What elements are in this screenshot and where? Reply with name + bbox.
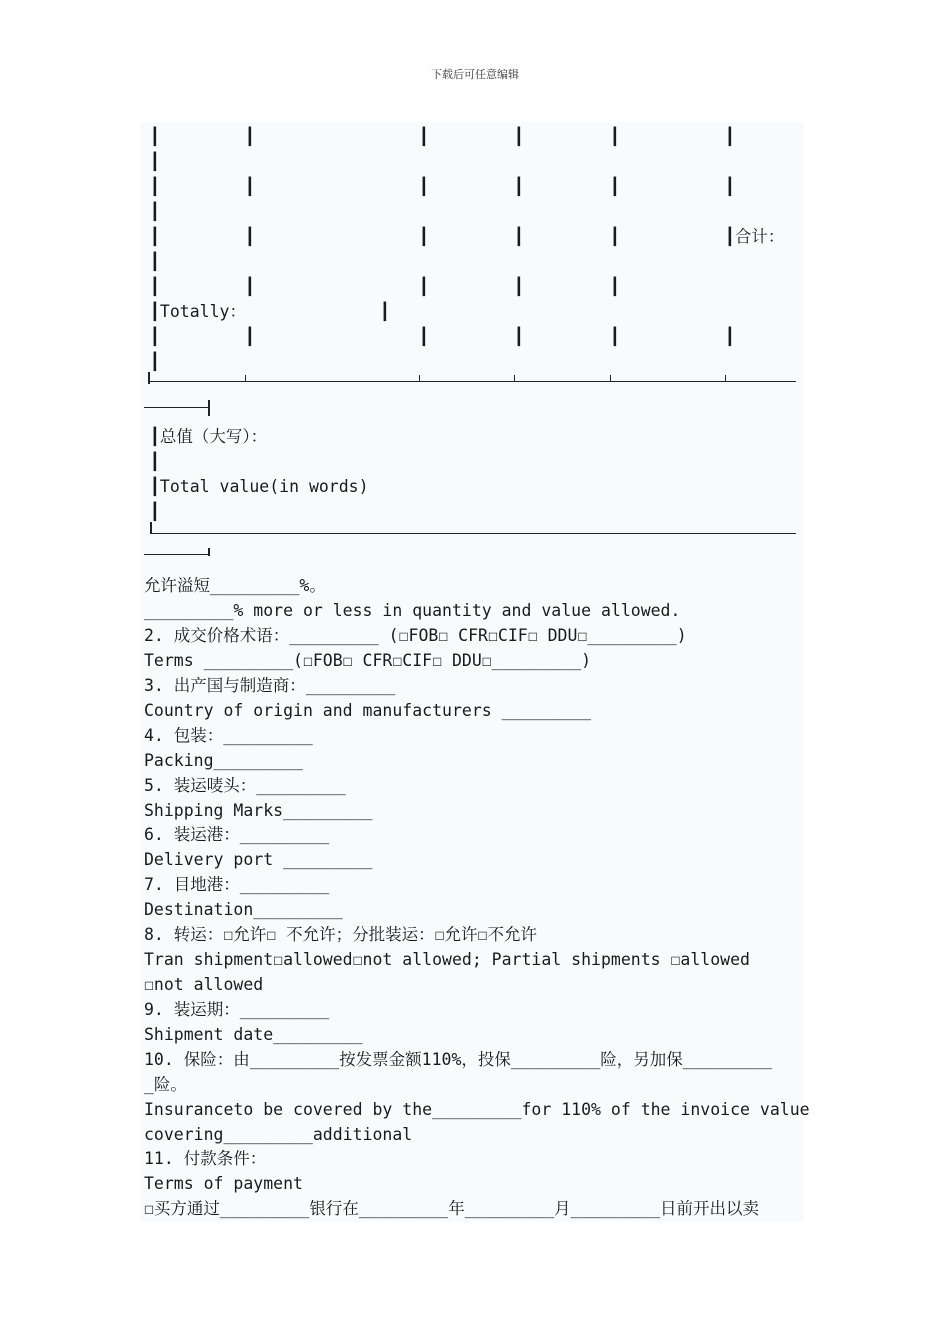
clause-line: 3. 出产国与制造商：_________ [144,676,396,695]
table-rule: ┃ [610,177,620,196]
table-rule: ┃ [245,277,255,296]
table-rule: ┃ [725,327,735,346]
table-separator [148,372,796,384]
table-rule: ┃ [419,277,429,296]
table-rule: ┃ [245,227,255,246]
table-rule: ┃ [150,177,160,196]
table-rule: ┃ [150,152,160,171]
clause-line: 4. 包装：_________ [144,726,313,745]
clause-line: 9. 装运期：_________ [144,1000,330,1019]
table-rule: ┃ [150,227,160,246]
clause-line: covering_________additional [144,1125,413,1144]
clause-line: 11. 付款条件： [144,1149,267,1168]
table-rule: ┃ [725,177,735,196]
clause-line: Shipment date_________ [144,1025,363,1044]
table-rule: ┃ [514,177,524,196]
table-rule: ┃ [150,252,160,271]
table-rule: ┃ [150,452,160,471]
table-rule: ┃ [514,127,524,146]
table-rule: ┃ [514,327,524,346]
table-rule: ┃ [419,177,429,196]
table-rule: ┃ [419,227,429,246]
table-rule: ┃ [150,502,160,521]
clause-line: Shipping Marks_________ [144,801,373,820]
clause-line: Packing_________ [144,751,303,770]
table-bottom-border [150,522,796,536]
table-rule: ┃ [419,127,429,146]
clause-line: 10. 保险：由_________按发票金额110%，投保_________险，另加保_________ [144,1050,773,1069]
table-rule: ┃ [150,127,160,146]
clause-line: ☐not allowed [144,975,264,994]
clause-line: Delivery port _________ [144,850,373,869]
table-rule: ┃ [610,277,620,296]
table-bottom-border-end [144,548,212,562]
clause-line: _险。 [144,1075,187,1094]
clause-line: 2. 成交价格术语：_________ (☐FOB☐ CFR☐CIF☐ DDU☐_________) [144,626,687,645]
clause-line: 允许溢短_________%。 [144,576,326,595]
table-rule: ┃ [150,327,160,346]
clause-line: _________% more or less in quantity and value allowed. [144,601,681,620]
clause-line: Country of origin and manufacturers _________ [144,701,592,720]
clause-line: ☐买方通过_________银行在_________年_________月_________日前开出以卖 [144,1199,760,1218]
table-rule: ┃ [514,277,524,296]
table-rule: ┃ [610,127,620,146]
table-rule: ┃ [610,327,620,346]
download-note: 下载后可任意编辑 [431,68,519,81]
clause-line: 7. 目地港：_________ [144,875,330,894]
table-rule: ┃ [610,227,620,246]
clause-line: 5. 装运唛头：_________ [144,776,346,795]
clause-line: Insuranceto be covered by the_________for 110% of the invoice value [144,1100,810,1119]
total-value-en: ┃Total value(in words) [150,477,369,496]
total-label-en: ┃Totally： [150,302,246,321]
table-rule: ┃ [245,127,255,146]
total-label-cn: ┃合计： [725,227,785,246]
table-rule: ┃ [419,327,429,346]
table-rule: ┃ [380,302,390,321]
clause-line: Terms of payment [144,1174,303,1193]
table-rule: ┃ [514,227,524,246]
table-rule: ┃ [150,202,160,221]
total-value-cn: ┃总值（大写）： [150,427,268,446]
table-rule: ┃ [245,327,255,346]
clause-line: Terms _________(☐FOB☐ CFR☐CIF☐ DDU☐_________) [144,651,592,670]
clause-line: 8. 转运：☐允许☐ 不允许；分批装运：☐允许☐不允许 [144,925,537,944]
clause-line: 6. 装运港：_________ [144,825,330,844]
clause-line: Tran shipment☐allowed☐not allowed; Partial shipments ☐allowed [144,950,750,969]
table-rule: ┃ [150,277,160,296]
clause-line: Destination_________ [144,900,343,919]
table-rule: ┃ [150,352,160,371]
table-rule: ┃ [725,127,735,146]
table-rule: ┃ [245,177,255,196]
table-separator-end [144,400,208,418]
